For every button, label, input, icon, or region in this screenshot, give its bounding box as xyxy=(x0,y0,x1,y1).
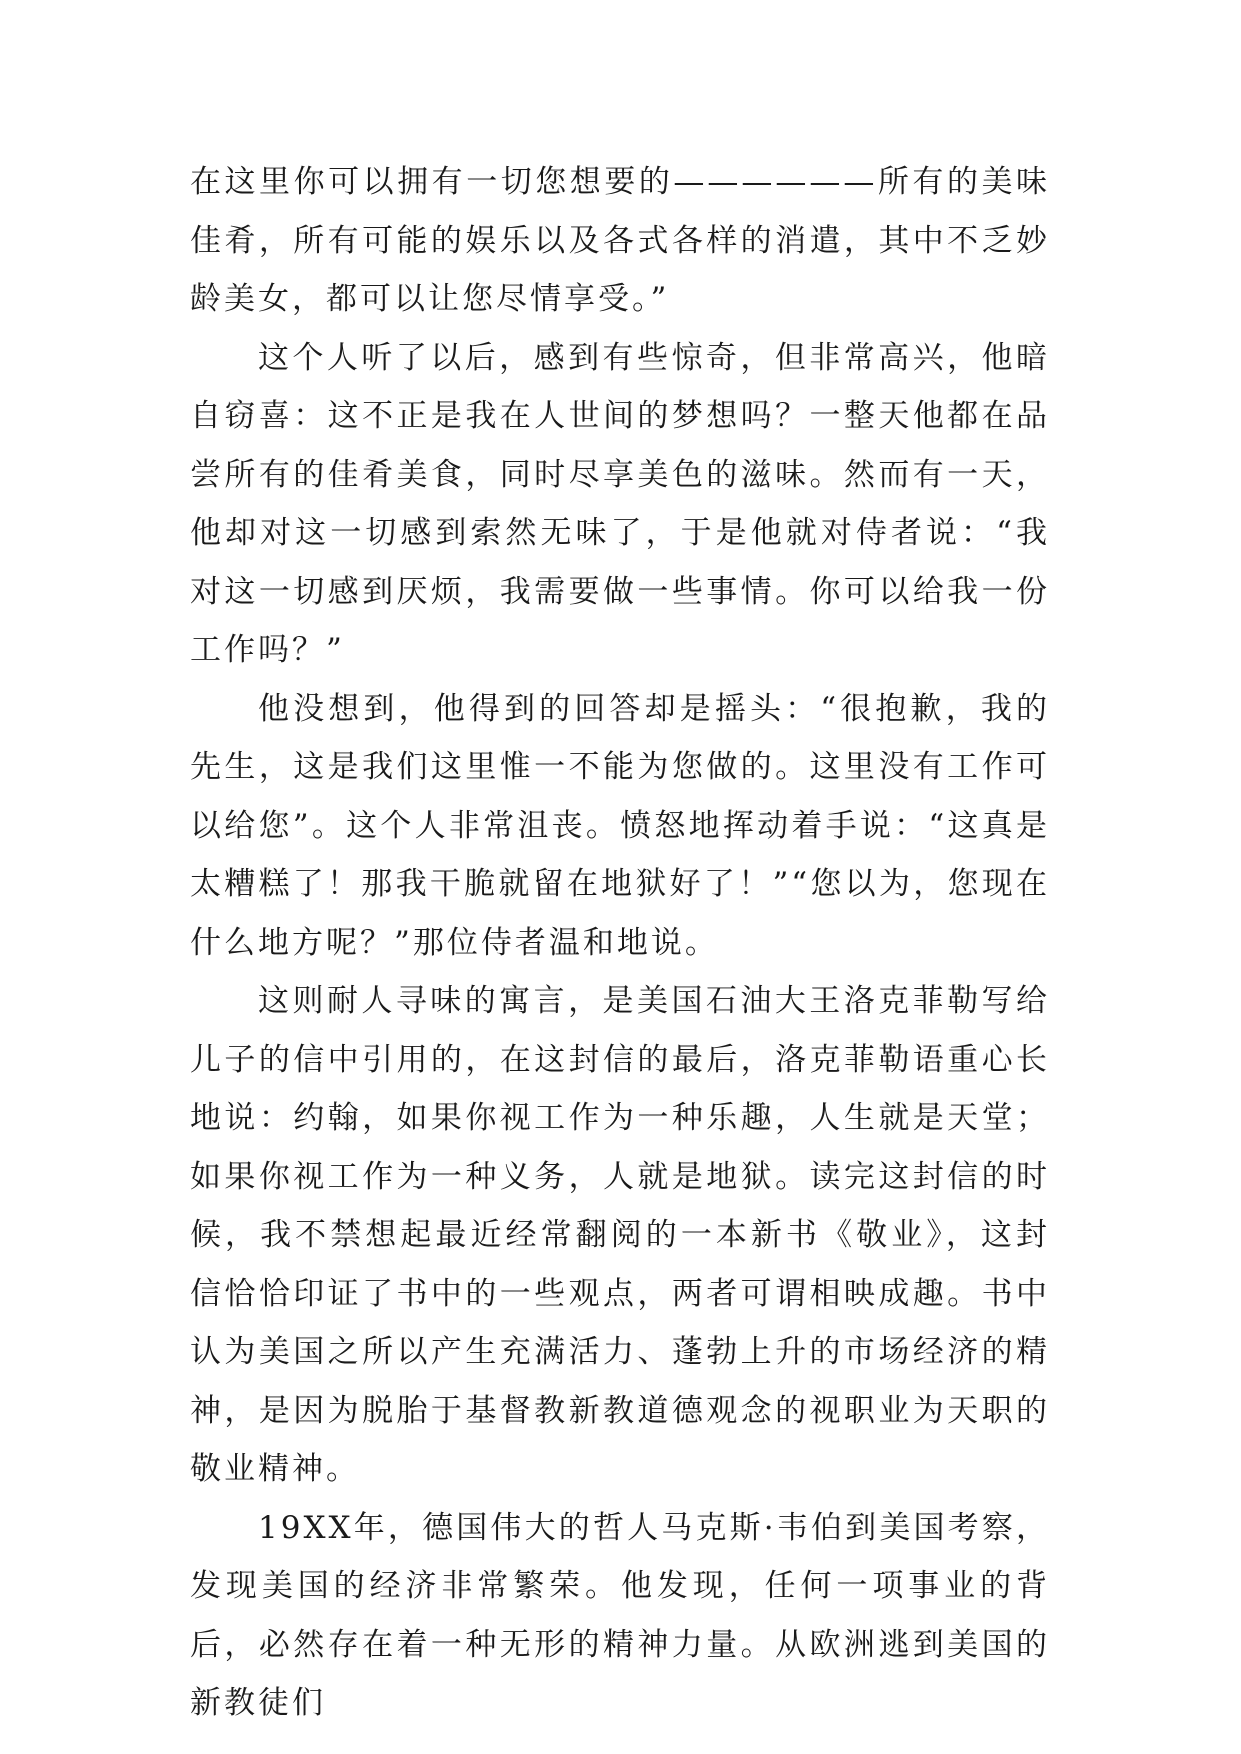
paragraph-4: 这则耐人寻味的寓言，是美国石油大王洛克菲勒写给儿子的信中引用的，在这封信的最后，洛克菲勒语重心长地说：约翰，如果你视工作为一种乐趣，人生就是天堂；如果你视工作为一种义务，人就是地狱。读完这封信的时候，我不禁想起最近经常翻阅的一本新书《敬业》，这封信恰恰印证了书中的一些观点，两者可谓相映成趣。书中认为美国之所以产生充满活力、蓬勃上升的市场经济的精神，是因为脱胎于基督教新教道德观念的视职业为天职的敬业精神。 xyxy=(190,983,1050,1487)
paragraph-3: 他没想到，他得到的回答却是摇头：“很抱歉，我的先生，这是我们这里惟一不能为您做的。这里没有工作可以给您”。这个人非常沮丧。愤怒地挥动着手说：“这真是太糟糕了！那我干脆就留在地狱好了！”“您以为，您现在什么地方呢？”那位侍者温和地说。 xyxy=(190,690,1050,961)
paragraph-1: 在这里你可以拥有一切您想要的——————所有的美味佳肴，所有可能的娱乐以及各式各样的消遣，其中不乏妙龄美女，都可以让您尽情享受。” xyxy=(190,164,1050,317)
paragraph-5: 19XX年，德国伟大的哲人马克斯·韦伯到美国考察，发现美国的经济非常繁荣。他发现，任何一项事业的背后，必然存在着一种无形的精神力量。从欧洲逃到美国的新教徒们 xyxy=(190,1509,1050,1721)
paragraph-2: 这个人听了以后，感到有些惊奇，但非常高兴，他暗自窃喜：这不正是我在人世间的梦想吗？一整天他都在品尝所有的佳肴美食，同时尽享美色的滋味。然而有一天，他却对这一切感到索然无味了，于是他就对侍者说：“我对这一切感到厌烦，我需要做一些事情。你可以给我一份工作吗？” xyxy=(190,339,1050,668)
document-body xyxy=(190,153,1050,1733)
